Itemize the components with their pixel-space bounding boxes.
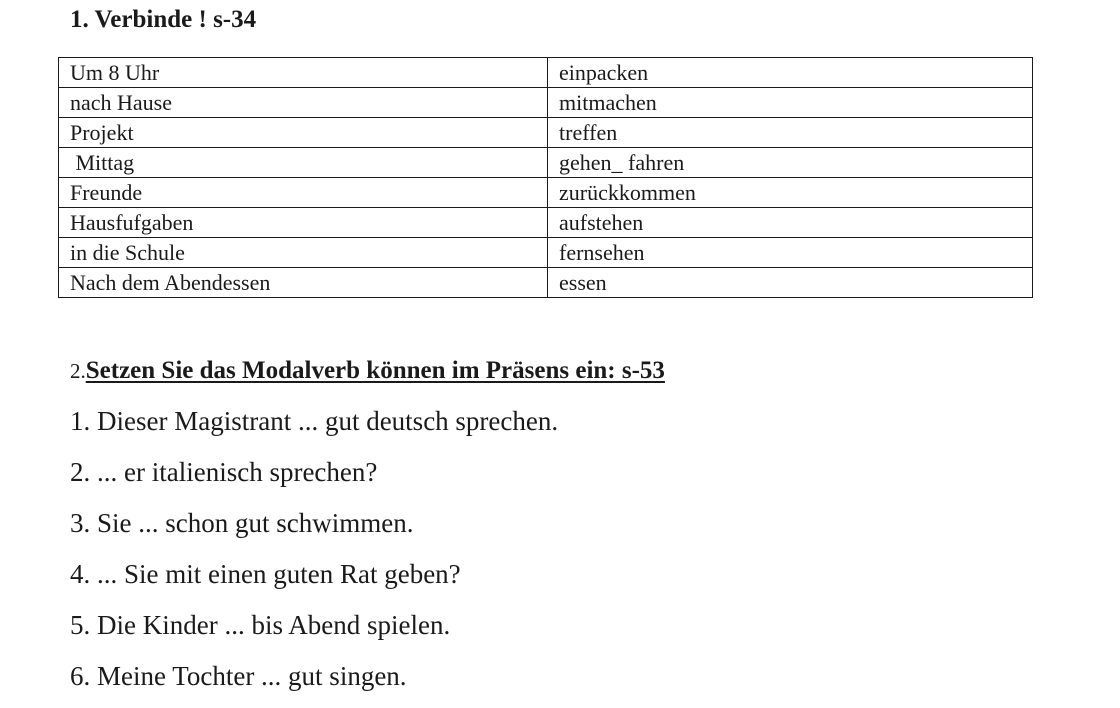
exercise-item: 4. ... Sie mit einen guten Rat geben? (70, 559, 461, 589)
table-cell-left: Projekt (59, 118, 548, 148)
table-cell-right: aufstehen (548, 208, 1033, 238)
section2-title: Setzen Sie das Modalverb können im Präsens ein: s-53 (85, 357, 665, 384)
exercise-item: 3. Sie ... schon gut schwimmen. (70, 508, 414, 538)
table-cell-left: Mittag (59, 148, 548, 178)
table-row (59, 58, 1033, 88)
table-row (59, 148, 1033, 178)
table-cell-left: Um 8 Uhr (59, 58, 548, 88)
exercise-item: 2. ... er italienisch sprechen? (70, 457, 378, 487)
section1-title: 1. Verbinde ! s-34 (70, 6, 257, 33)
table-cell-right: treffen (548, 118, 1033, 148)
exercise-item: 1. Dieser Magistrant ... gut deutsch sprechen. (70, 406, 559, 436)
table-row (59, 208, 1033, 238)
table-cell-right: zurückkommen (548, 178, 1033, 208)
exercise-item: 6. Meine Tochter ... gut singen. (70, 661, 407, 691)
exercise-list (70, 402, 558, 708)
table-cell-left: Freunde (59, 178, 548, 208)
table-row (59, 118, 1033, 148)
table-cell-right: essen (548, 268, 1033, 298)
table-cell-right: fernsehen (548, 238, 1033, 268)
table-row (59, 88, 1033, 118)
table-cell-left: nach Hause (59, 88, 548, 118)
table-cell-left: Nach dem Abendessen (59, 268, 548, 298)
table-cell-right: gehen_ fahren (548, 148, 1033, 178)
matching-table (58, 57, 1033, 298)
table-cell-left: in die Schule (59, 238, 548, 268)
table-cell-left: Hausfufgaben (59, 208, 548, 238)
table-cell-right: mitmachen (548, 88, 1033, 118)
section2-number: 2. (70, 359, 86, 383)
table-row (59, 268, 1033, 298)
section2-heading (70, 354, 665, 388)
table-row (59, 238, 1033, 268)
table-row (59, 178, 1033, 208)
exercise-item: 5. Die Kinder ... bis Abend spielen. (70, 610, 451, 640)
table-cell-right: einpacken (548, 58, 1033, 88)
